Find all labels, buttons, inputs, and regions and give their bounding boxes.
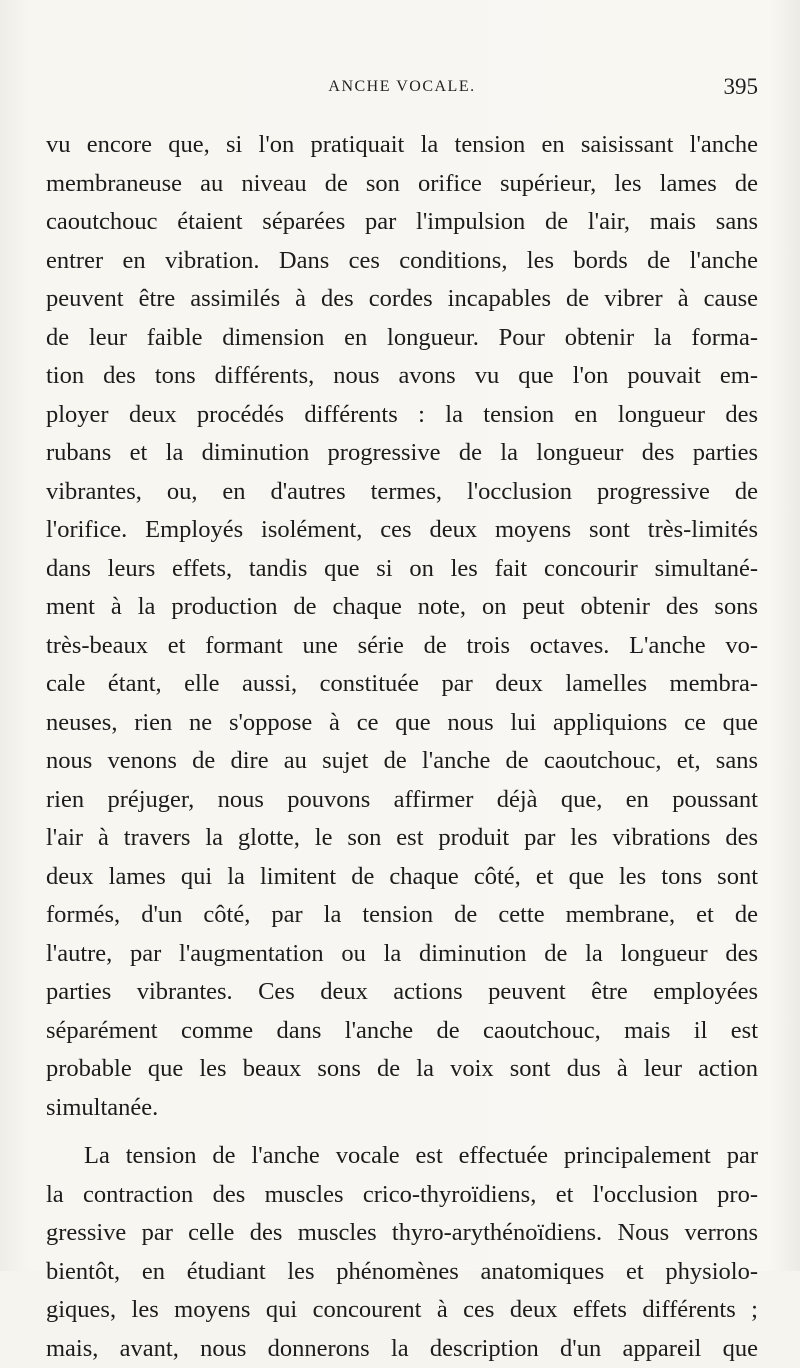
text-line: membraneuse au niveau de son orifice supérieur, les lames de [46, 165, 758, 204]
text-line: nous venons de dire au sujet de l'anche de caoutchouc, et, sans [46, 742, 758, 781]
running-head: ANCHE VOCALE. [46, 78, 758, 96]
text-line: neuses, rien ne s'oppose à ce que nous lui appliquions ce que [46, 704, 758, 743]
text-line: entrer en vibration. Dans ces conditions, les bords de l'anche [46, 242, 758, 281]
text-line: mais, avant, nous donnerons la description d'un appareil que [46, 1330, 758, 1368]
text-line: La tension de l'anche vocale est effectuée principalement par [46, 1137, 758, 1176]
body-text [46, 126, 758, 1368]
paragraph-2 [46, 1137, 758, 1368]
text-line: tion des tons différents, nous avons vu que l'on pouvait em- [46, 357, 758, 396]
text-line: probable que les beaux sons de la voix sont dus à leur action [46, 1050, 758, 1089]
text-line: ployer deux procédés différents : la tension en longueur des [46, 396, 758, 435]
text-line: séparément comme dans l'anche de caoutchouc, mais il est [46, 1012, 758, 1051]
page-number: 395 [724, 74, 759, 100]
text-line: l'orifice. Employés isolément, ces deux moyens sont très-limités [46, 511, 758, 550]
text-line: caoutchouc étaient séparées par l'impulsion de l'air, mais sans [46, 203, 758, 242]
text-line: dans leurs effets, tandis que si on les fait concourir simultané- [46, 550, 758, 589]
text-line: rien préjuger, nous pouvons affirmer déjà que, en poussant [46, 781, 758, 820]
text-line: peuvent être assimilés à des cordes incapables de vibrer à cause [46, 280, 758, 319]
text-line: de leur faible dimension en longueur. Pour obtenir la forma- [46, 319, 758, 358]
text-line: l'air à travers la glotte, le son est produit par les vibrations des [46, 819, 758, 858]
text-line: bientôt, en étudiant les phénomènes anatomiques et physiolo- [46, 1253, 758, 1292]
text-line: giques, les moyens qui concourent à ces deux effets différents ; [46, 1291, 758, 1330]
text-line: rubans et la diminution progressive de la longueur des parties [46, 434, 758, 473]
text-line: deux lames qui la limitent de chaque côté, et que les tons sont [46, 858, 758, 897]
text-line: simultanée. [46, 1089, 758, 1128]
text-line: la contraction des muscles crico-thyroïdiens, et l'occlusion pro- [46, 1176, 758, 1215]
text-line: très-beaux et formant une série de trois octaves. L'anche vo- [46, 627, 758, 666]
text-line: l'autre, par l'augmentation ou la diminution de la longueur des [46, 935, 758, 974]
paragraph-1 [46, 126, 758, 1127]
text-line: cale étant, elle aussi, constituée par deux lamelles membra- [46, 665, 758, 704]
text-line: formés, d'un côté, par la tension de cette membrane, et de [46, 896, 758, 935]
page-header [46, 70, 758, 110]
text-line: vibrantes, ou, en d'autres termes, l'occlusion progressive de [46, 473, 758, 512]
text-line: ment à la production de chaque note, on peut obtenir des sons [46, 588, 758, 627]
text-line: parties vibrantes. Ces deux actions peuvent être employées [46, 973, 758, 1012]
text-line: vu encore que, si l'on pratiquait la tension en saisissant l'anche [46, 126, 758, 165]
text-line: gressive par celle des muscles thyro-arythénoïdiens. Nous verrons [46, 1214, 758, 1253]
